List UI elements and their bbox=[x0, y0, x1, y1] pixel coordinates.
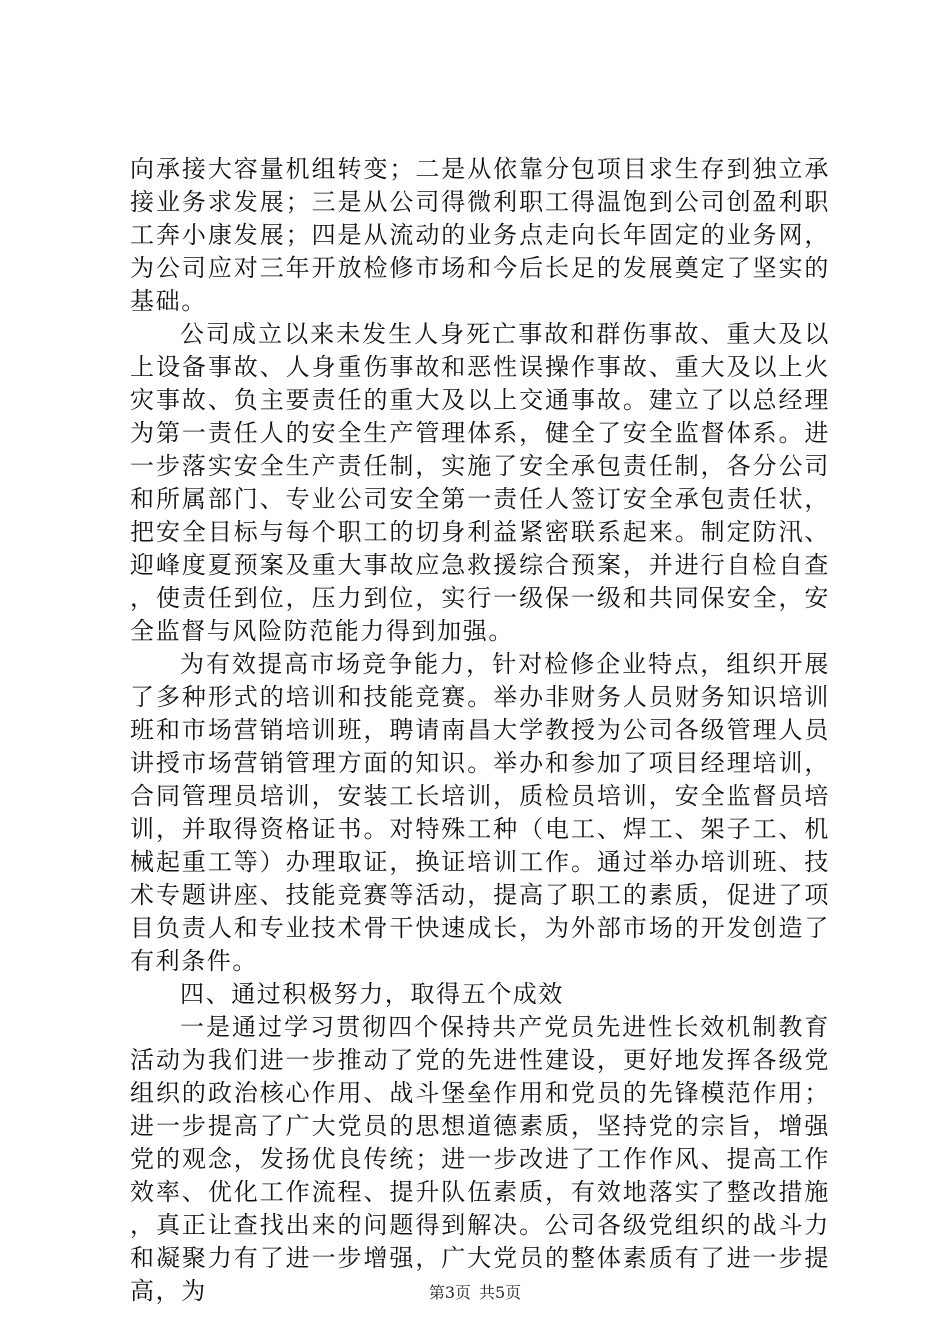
section-heading: 四、通过积极努力，取得五个成效 bbox=[180, 980, 564, 1008]
page-footer bbox=[0, 1283, 950, 1303]
paragraph: 公司成立以来未发生人身死亡事故和群伤事故、重大及以上设备事故、人身重伤事故和恶性误操作事故、重大及以上火灾事故、负主要责任的重大及以上交通事故。建立了以总经理为第一责任人的安全生产管理体系，健全了安全监督体系。进一步落实安全生产责任制，实施了安全承包责任制，各分公司和所属部门、专业公司安全第一责任人签订安全承包责任状，把安全目标与每个职工的切身利益紧密联系起来。制定防汛、迎峰度夏预案及重大事故应急救援综合预案，并进行自检自查，使责任到位，压力到位，实行一级保一级和共同保安全，安全监督与风险防范能力得到加强。 bbox=[130, 320, 830, 645]
paragraph: 为有效提高市场竞争能力，针对检修企业特点，组织开展了多种形式的培训和技能竞赛。举办非财务人员财务知识培训班和市场营销培训班，聘请南昌大学教授为公司各级管理人员讲授市场营销管理方面的知识。举办和参加了项目经理培训，合同管理员培训，安装工长培训，质检员培训，安全监督员培训，并取得资格证书。对特殊工种（电工、焊工、架子工、机械起重工等）办理取证，换证培训工作。通过举办培训班、技术专题讲座、技能竞赛等活动，提高了职工的素质，促进了项目负责人和专业技术骨干快速成长，为外部市场的开发创造了有利条件。 bbox=[130, 650, 830, 975]
page-number: 第3页 bbox=[428, 1283, 471, 1302]
paragraph: 一是通过学习贯彻四个保持共产党员先进性长效机制教育活动为我们进一步推动了党的先进性建设，更好地发挥各级党组织的政治核心作用、战斗堡垒作用和党员的先锋模范作用；进一步提高了广大党员的思想道德素质，坚持党的宗旨，增强党的观念，发扬优良传统；进一步改进了工作作风、提高工作效率、优化工作流程、提升队伍素质，有效地落实了整改措施，真正让查找出来的问题得到解决。公司各级党组织的战斗力和凝聚力有了进一步增强，广大党员的整体素质有了进一步提高，为 bbox=[130, 1013, 830, 1305]
paragraph: 向承接大容量机组转变；二是从依靠分包项目求生存到独立承接业务求发展；三是从公司得微利职工得温饱到公司创盈利职工奔小康发展；四是从流动的业务点走向长年固定的业务网，为公司应对三年开放检修市场和今后长足的发展奠定了坚实的基础。 bbox=[130, 155, 830, 315]
page-total: 共5页 bbox=[479, 1283, 522, 1302]
document-body bbox=[130, 153, 830, 1308]
